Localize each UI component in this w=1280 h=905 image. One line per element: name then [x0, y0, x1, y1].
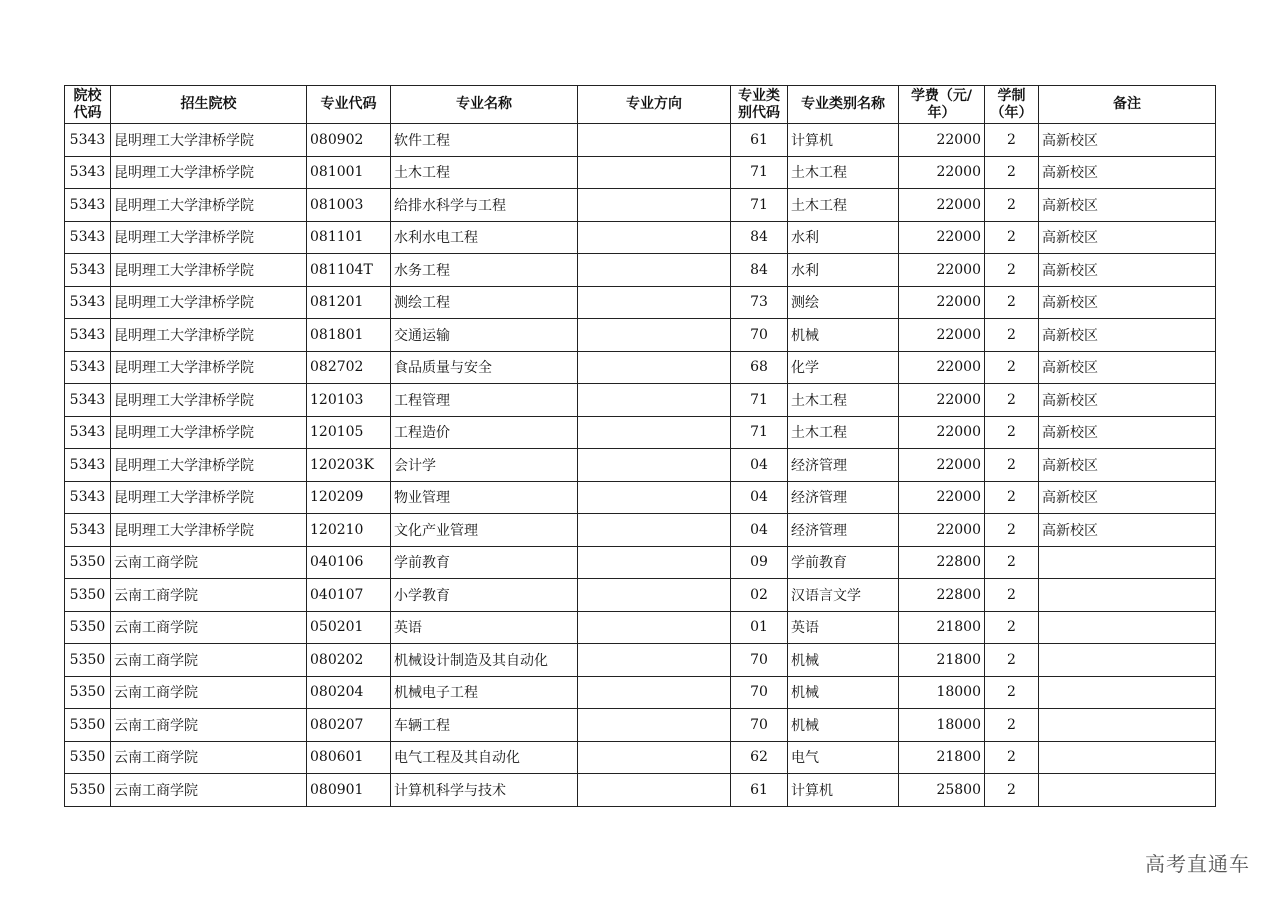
- cell-major-code: 120103: [307, 384, 391, 417]
- cell-years: 2: [985, 124, 1039, 157]
- cell-category-name: 学前教育: [788, 546, 899, 579]
- header-row: [65, 86, 1216, 124]
- cell-school-code: 5350: [65, 611, 111, 644]
- cell-school-code: 5343: [65, 351, 111, 384]
- cell-fee: 25800: [899, 774, 985, 807]
- header-fee: 学费（元/年）: [899, 86, 985, 124]
- cell-category-name: 水利: [788, 254, 899, 287]
- cell-major-name: 软件工程: [391, 124, 578, 157]
- cell-years: 2: [985, 384, 1039, 417]
- cell-years: 2: [985, 449, 1039, 482]
- cell-note: 高新校区: [1039, 449, 1216, 482]
- cell-direction: [578, 189, 731, 222]
- cell-category-name: 机械: [788, 319, 899, 352]
- cell-direction: [578, 644, 731, 677]
- cell-major-code: 040106: [307, 546, 391, 579]
- cell-major-name: 测绘工程: [391, 286, 578, 319]
- cell-category-code: 84: [731, 254, 788, 287]
- cell-school-code: 5343: [65, 481, 111, 514]
- cell-category-code: 71: [731, 156, 788, 189]
- cell-years: 2: [985, 546, 1039, 579]
- header-school-code: 院校代码: [65, 86, 111, 124]
- cell-fee: 22000: [899, 481, 985, 514]
- cell-years: 2: [985, 319, 1039, 352]
- cell-fee: 21800: [899, 644, 985, 677]
- cell-category-name: 经济管理: [788, 449, 899, 482]
- cell-note: [1039, 611, 1216, 644]
- cell-direction: [578, 774, 731, 807]
- header-direction: 专业方向: [578, 86, 731, 124]
- cell-direction: [578, 221, 731, 254]
- table-row: [65, 579, 1216, 612]
- cell-major-name: 小学教育: [391, 579, 578, 612]
- admissions-table: [64, 85, 1216, 807]
- cell-years: 2: [985, 254, 1039, 287]
- cell-note: [1039, 676, 1216, 709]
- table-row: [65, 416, 1216, 449]
- cell-school-name: 云南工商学院: [111, 774, 307, 807]
- cell-major-name: 英语: [391, 611, 578, 644]
- cell-school-name: 昆明理工大学津桥学院: [111, 156, 307, 189]
- cell-note: [1039, 579, 1216, 612]
- cell-school-code: 5343: [65, 449, 111, 482]
- table-row: [65, 286, 1216, 319]
- cell-note: 高新校区: [1039, 384, 1216, 417]
- cell-years: 2: [985, 741, 1039, 774]
- cell-major-name: 给排水科学与工程: [391, 189, 578, 222]
- cell-major-code: 081201: [307, 286, 391, 319]
- table-row: [65, 156, 1216, 189]
- cell-school-name: 昆明理工大学津桥学院: [111, 481, 307, 514]
- watermark-text: 高考直通车: [1145, 852, 1250, 876]
- cell-direction: [578, 351, 731, 384]
- cell-category-code: 62: [731, 741, 788, 774]
- cell-category-code: 70: [731, 319, 788, 352]
- cell-school-code: 5350: [65, 709, 111, 742]
- table-row: [65, 319, 1216, 352]
- cell-school-name: 昆明理工大学津桥学院: [111, 254, 307, 287]
- cell-category-code: 04: [731, 449, 788, 482]
- cell-major-code: 080204: [307, 676, 391, 709]
- cell-school-name: 昆明理工大学津桥学院: [111, 416, 307, 449]
- cell-category-code: 71: [731, 416, 788, 449]
- cell-fee: 22800: [899, 579, 985, 612]
- cell-years: 2: [985, 709, 1039, 742]
- cell-category-code: 71: [731, 189, 788, 222]
- cell-direction: [578, 416, 731, 449]
- cell-category-name: 土木工程: [788, 416, 899, 449]
- cell-category-code: 61: [731, 124, 788, 157]
- cell-years: 2: [985, 221, 1039, 254]
- cell-school-code: 5343: [65, 319, 111, 352]
- cell-years: 2: [985, 351, 1039, 384]
- cell-note: [1039, 546, 1216, 579]
- cell-major-name: 会计学: [391, 449, 578, 482]
- cell-school-name: 昆明理工大学津桥学院: [111, 124, 307, 157]
- cell-major-code: 080601: [307, 741, 391, 774]
- cell-category-name: 化学: [788, 351, 899, 384]
- cell-note: [1039, 644, 1216, 677]
- cell-years: 2: [985, 676, 1039, 709]
- cell-school-code: 5343: [65, 124, 111, 157]
- cell-category-name: 土木工程: [788, 384, 899, 417]
- cell-school-name: 云南工商学院: [111, 546, 307, 579]
- cell-category-code: 02: [731, 579, 788, 612]
- cell-school-name: 昆明理工大学津桥学院: [111, 286, 307, 319]
- cell-fee: 22000: [899, 351, 985, 384]
- header-note: 备注: [1039, 86, 1216, 124]
- cell-years: 2: [985, 611, 1039, 644]
- cell-direction: [578, 124, 731, 157]
- cell-school-name: 云南工商学院: [111, 611, 307, 644]
- table-row: [65, 124, 1216, 157]
- cell-note: [1039, 774, 1216, 807]
- cell-school-name: 昆明理工大学津桥学院: [111, 351, 307, 384]
- cell-note: 高新校区: [1039, 514, 1216, 547]
- cell-school-name: 昆明理工大学津桥学院: [111, 221, 307, 254]
- cell-category-name: 机械: [788, 709, 899, 742]
- cell-school-name: 云南工商学院: [111, 676, 307, 709]
- cell-major-code: 080902: [307, 124, 391, 157]
- cell-fee: 21800: [899, 611, 985, 644]
- cell-major-name: 物业管理: [391, 481, 578, 514]
- cell-school-code: 5343: [65, 384, 111, 417]
- table-row: [65, 449, 1216, 482]
- cell-category-name: 水利: [788, 221, 899, 254]
- cell-category-code: 70: [731, 676, 788, 709]
- cell-category-name: 英语: [788, 611, 899, 644]
- cell-category-name: 电气: [788, 741, 899, 774]
- cell-major-name: 水务工程: [391, 254, 578, 287]
- cell-category-name: 经济管理: [788, 514, 899, 547]
- cell-category-name: 土木工程: [788, 156, 899, 189]
- cell-major-name: 交通运输: [391, 319, 578, 352]
- cell-category-name: 计算机: [788, 774, 899, 807]
- cell-direction: [578, 384, 731, 417]
- cell-note: 高新校区: [1039, 156, 1216, 189]
- cell-note: 高新校区: [1039, 351, 1216, 384]
- cell-school-code: 5343: [65, 156, 111, 189]
- table-row: [65, 221, 1216, 254]
- cell-years: 2: [985, 189, 1039, 222]
- cell-school-code: 5350: [65, 774, 111, 807]
- cell-major-name: 工程管理: [391, 384, 578, 417]
- cell-major-code: 081001: [307, 156, 391, 189]
- cell-category-code: 61: [731, 774, 788, 807]
- cell-school-name: 云南工商学院: [111, 579, 307, 612]
- cell-school-name: 昆明理工大学津桥学院: [111, 189, 307, 222]
- cell-note: 高新校区: [1039, 286, 1216, 319]
- cell-school-name: 云南工商学院: [111, 644, 307, 677]
- cell-fee: 18000: [899, 709, 985, 742]
- cell-direction: [578, 546, 731, 579]
- cell-years: 2: [985, 481, 1039, 514]
- cell-note: 高新校区: [1039, 254, 1216, 287]
- cell-note: 高新校区: [1039, 416, 1216, 449]
- cell-direction: [578, 319, 731, 352]
- cell-major-name: 土木工程: [391, 156, 578, 189]
- cell-school-code: 5343: [65, 514, 111, 547]
- cell-school-name: 云南工商学院: [111, 741, 307, 774]
- cell-major-code: 081104T: [307, 254, 391, 287]
- cell-category-code: 01: [731, 611, 788, 644]
- cell-major-name: 车辆工程: [391, 709, 578, 742]
- cell-major-code: 081003: [307, 189, 391, 222]
- cell-school-name: 昆明理工大学津桥学院: [111, 449, 307, 482]
- cell-fee: 22800: [899, 546, 985, 579]
- table-row: [65, 774, 1216, 807]
- table-row: [65, 676, 1216, 709]
- table-row: [65, 384, 1216, 417]
- table-row: [65, 644, 1216, 677]
- cell-fee: 22000: [899, 286, 985, 319]
- cell-years: 2: [985, 774, 1039, 807]
- cell-fee: 22000: [899, 189, 985, 222]
- cell-fee: 22000: [899, 416, 985, 449]
- cell-note: 高新校区: [1039, 481, 1216, 514]
- cell-major-code: 081101: [307, 221, 391, 254]
- table-row: [65, 741, 1216, 774]
- cell-category-name: 汉语言文学: [788, 579, 899, 612]
- table-row: [65, 709, 1216, 742]
- cell-direction: [578, 579, 731, 612]
- cell-fee: 21800: [899, 741, 985, 774]
- cell-category-code: 04: [731, 514, 788, 547]
- cell-fee: 18000: [899, 676, 985, 709]
- cell-fee: 22000: [899, 221, 985, 254]
- table-row: [65, 351, 1216, 384]
- cell-category-name: 计算机: [788, 124, 899, 157]
- cell-years: 2: [985, 156, 1039, 189]
- cell-school-code: 5343: [65, 416, 111, 449]
- cell-major-code: 120209: [307, 481, 391, 514]
- cell-school-name: 昆明理工大学津桥学院: [111, 319, 307, 352]
- table-row: [65, 254, 1216, 287]
- admissions-table-sheet: [64, 85, 1216, 807]
- cell-category-code: 84: [731, 221, 788, 254]
- header-category-name: 专业类别名称: [788, 86, 899, 124]
- cell-fee: 22000: [899, 514, 985, 547]
- cell-fee: 22000: [899, 319, 985, 352]
- cell-years: 2: [985, 644, 1039, 677]
- cell-direction: [578, 254, 731, 287]
- cell-direction: [578, 449, 731, 482]
- cell-years: 2: [985, 416, 1039, 449]
- cell-note: 高新校区: [1039, 221, 1216, 254]
- cell-fee: 22000: [899, 254, 985, 287]
- cell-category-code: 71: [731, 384, 788, 417]
- cell-school-code: 5350: [65, 644, 111, 677]
- cell-major-code: 080901: [307, 774, 391, 807]
- cell-years: 2: [985, 579, 1039, 612]
- cell-major-name: 工程造价: [391, 416, 578, 449]
- table-row: [65, 481, 1216, 514]
- table-row: [65, 611, 1216, 644]
- cell-note: 高新校区: [1039, 189, 1216, 222]
- cell-category-name: 机械: [788, 676, 899, 709]
- cell-category-name: 机械: [788, 644, 899, 677]
- cell-note: 高新校区: [1039, 319, 1216, 352]
- cell-major-code: 082702: [307, 351, 391, 384]
- cell-fee: 22000: [899, 449, 985, 482]
- cell-years: 2: [985, 286, 1039, 319]
- header-major-name: 专业名称: [391, 86, 578, 124]
- cell-school-code: 5343: [65, 254, 111, 287]
- cell-major-code: 081801: [307, 319, 391, 352]
- cell-category-code: 70: [731, 644, 788, 677]
- cell-major-code: 120105: [307, 416, 391, 449]
- cell-category-code: 68: [731, 351, 788, 384]
- cell-note: [1039, 709, 1216, 742]
- cell-school-code: 5350: [65, 676, 111, 709]
- cell-direction: [578, 741, 731, 774]
- cell-direction: [578, 676, 731, 709]
- cell-school-code: 5350: [65, 741, 111, 774]
- cell-major-name: 机械设计制造及其自动化: [391, 644, 578, 677]
- cell-major-name: 电气工程及其自动化: [391, 741, 578, 774]
- cell-major-code: 120203K: [307, 449, 391, 482]
- cell-note: 高新校区: [1039, 124, 1216, 157]
- header-major-code: 专业代码: [307, 86, 391, 124]
- cell-category-code: 09: [731, 546, 788, 579]
- cell-school-name: 云南工商学院: [111, 709, 307, 742]
- cell-school-code: 5343: [65, 189, 111, 222]
- cell-major-code: 040107: [307, 579, 391, 612]
- cell-note: [1039, 741, 1216, 774]
- header-school-name: 招生院校: [111, 86, 307, 124]
- table-row: [65, 189, 1216, 222]
- cell-major-code: 080202: [307, 644, 391, 677]
- cell-category-name: 经济管理: [788, 481, 899, 514]
- cell-major-name: 学前教育: [391, 546, 578, 579]
- header-years: 学制（年）: [985, 86, 1039, 124]
- cell-major-code: 080207: [307, 709, 391, 742]
- cell-direction: [578, 286, 731, 319]
- cell-major-code: 120210: [307, 514, 391, 547]
- cell-direction: [578, 709, 731, 742]
- cell-major-name: 文化产业管理: [391, 514, 578, 547]
- cell-school-name: 昆明理工大学津桥学院: [111, 384, 307, 417]
- cell-major-name: 水利水电工程: [391, 221, 578, 254]
- cell-fee: 22000: [899, 384, 985, 417]
- cell-school-name: 昆明理工大学津桥学院: [111, 514, 307, 547]
- header-category-code: 专业类别代码: [731, 86, 788, 124]
- cell-major-name: 食品质量与安全: [391, 351, 578, 384]
- cell-category-name: 测绘: [788, 286, 899, 319]
- cell-category-code: 04: [731, 481, 788, 514]
- cell-major-name: 计算机科学与技术: [391, 774, 578, 807]
- cell-fee: 22000: [899, 156, 985, 189]
- cell-school-code: 5343: [65, 286, 111, 319]
- cell-category-name: 土木工程: [788, 189, 899, 222]
- cell-fee: 22000: [899, 124, 985, 157]
- cell-direction: [578, 611, 731, 644]
- cell-direction: [578, 514, 731, 547]
- cell-direction: [578, 156, 731, 189]
- cell-category-code: 73: [731, 286, 788, 319]
- cell-major-name: 机械电子工程: [391, 676, 578, 709]
- cell-major-code: 050201: [307, 611, 391, 644]
- cell-category-code: 70: [731, 709, 788, 742]
- cell-school-code: 5343: [65, 221, 111, 254]
- cell-years: 2: [985, 514, 1039, 547]
- cell-direction: [578, 481, 731, 514]
- cell-school-code: 5350: [65, 579, 111, 612]
- table-row: [65, 546, 1216, 579]
- cell-school-code: 5350: [65, 546, 111, 579]
- table-row: [65, 514, 1216, 547]
